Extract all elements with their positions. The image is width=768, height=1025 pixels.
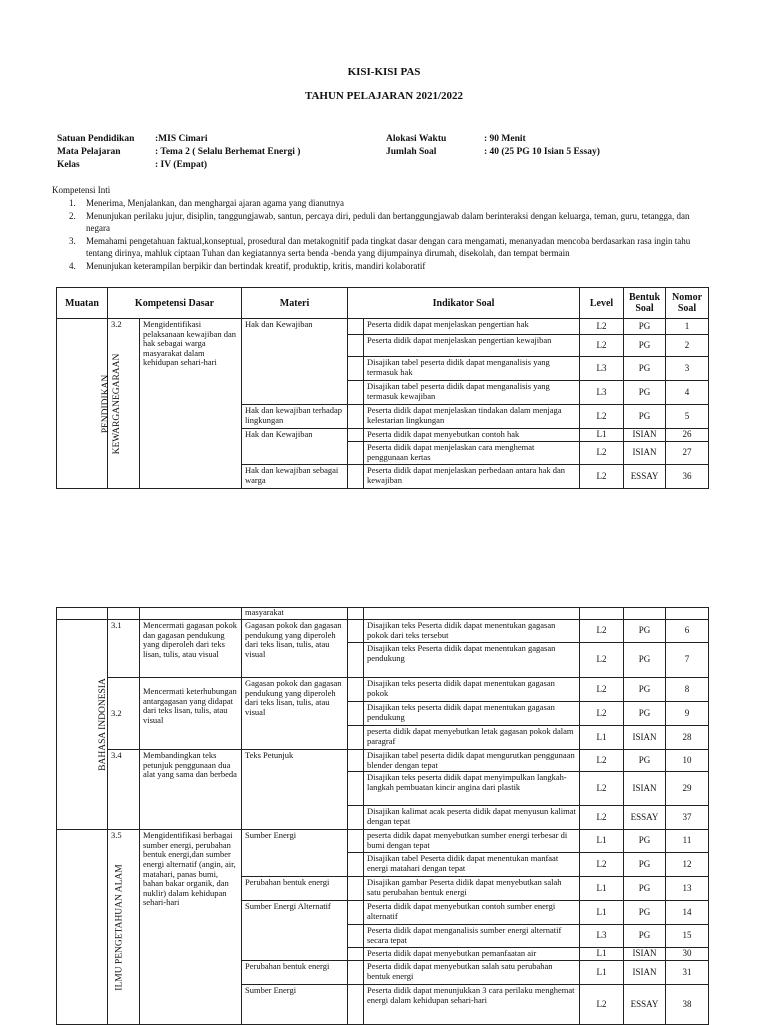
ki-text: Memahami pengetahuan faktual,konseptual, prosedural dan metakognitif pada tingkat dasar dengan cara mengamati, menanyadan mencoba berdasarkan rasa ingin tahu tentang dirinya, mahluk ciptaan Tuhan dan kegiatannya serta benda -benda yang dijumpainya dirumah, disekolah, dan tempat bermain [86, 236, 691, 258]
carry-cell [364, 608, 580, 620]
nomor-cell: 38 [666, 985, 709, 1025]
bentuk-cell: PG [624, 643, 666, 678]
bentuk-cell: PG [624, 830, 666, 853]
meta-value: : 40 (25 PG 10 Isian 5 Essay) [484, 147, 600, 157]
spacer-cell [348, 381, 364, 405]
kd-text: Mencermati keterhubungan antargagasan yang didapat dari teks lisan, tulis, atau visual [140, 678, 242, 750]
nomor-cell: 31 [666, 961, 709, 985]
spacer-cell [348, 608, 364, 620]
materi-cell: Hak dan kewajiban sebagai warga [242, 465, 348, 489]
nomor-cell: 2 [666, 335, 709, 357]
level-cell: L2 [580, 335, 624, 357]
level-cell: L1 [580, 877, 624, 901]
kisi-table-pkn [56, 287, 709, 489]
indikator-cell: Peserta didik dapat menunjukkan 3 cara perilaku menghemat energi dalam kehidupan sehari-hari [364, 985, 580, 1025]
bentuk-cell: PG [624, 750, 666, 772]
muatan-label: ILMU PENGETAHUAN ALAM [114, 863, 125, 991]
level-cell: L1 [580, 830, 624, 853]
ki-number: 1. [69, 197, 76, 208]
spacer-cell [348, 319, 364, 335]
ki-number: 3. [69, 236, 76, 246]
bentuk-cell: ISIAN [624, 429, 666, 442]
kd-number: 3.2 [108, 319, 140, 489]
muatan-label: BAHASA INDONESIA [97, 678, 108, 771]
ki-number: 4. [69, 261, 76, 271]
nomor-cell: 29 [666, 772, 709, 806]
bentuk-cell: PG [624, 853, 666, 877]
indikator-cell: peserta didik dapat menyebutkan letak gagasan pokok dalam paragraf [364, 726, 580, 750]
level-cell: L2 [580, 319, 624, 335]
bentuk-cell: ISIAN [624, 772, 666, 806]
spacer-cell [348, 806, 364, 830]
level-cell: L1 [580, 901, 624, 925]
nomor-cell: 30 [666, 948, 709, 961]
ki-item [52, 211, 712, 234]
materi-cell: masyarakat [242, 608, 348, 620]
meta-left [57, 133, 300, 172]
spacer-cell [348, 925, 364, 948]
nomor-cell: 36 [666, 465, 709, 489]
ki-text: Menunjukan keterampilan berpikir dan bertindak kreatif, produktip, kritis, mandiri kolaboratif [86, 261, 426, 271]
spacer-cell [348, 643, 364, 678]
spacer-cell [348, 620, 364, 643]
kd-text: Mengidentifikasi pelaksanaan kewajiban dan hak sebagai warga masyarakat dalam kehidupan sehari-hari [140, 319, 242, 489]
header-kompetensi-dasar: Kompetensi Dasar [108, 288, 242, 319]
bentuk-cell: ESSAY [624, 985, 666, 1025]
materi-cell: Hak dan Kewajiban [242, 319, 348, 405]
nomor-cell: 8 [666, 678, 709, 702]
header-materi: Materi [242, 288, 348, 319]
carry-cell [140, 608, 242, 620]
kd-text: Mencermati gagasan pokok dan gagasan pendukung yang diperoleh dari teks lisan, tulis, atau visual [140, 620, 242, 678]
indikator-cell: Peserta didik dapat menjelaskan pengertian kewajiban [364, 335, 580, 357]
meta-key: Kelas [57, 160, 80, 170]
level-cell: L2 [580, 678, 624, 702]
indikator-cell: Peserta didik dapat menyebutkan contoh hak [364, 429, 580, 442]
spacer-cell [348, 961, 364, 985]
meta-key: Mata Pelajaran [57, 147, 121, 157]
meta-key: Jumlah Soal [386, 147, 437, 157]
indikator-cell: Peserta didik dapat menyebutkan salah satu perubahan bentuk energi [364, 961, 580, 985]
indikator-cell: Peserta didik dapat menyebutkan contoh sumber energi alternatif [364, 901, 580, 925]
nomor-cell: 37 [666, 806, 709, 830]
indikator-cell: Peserta didik dapat menjelaskan perbedaan antara hak dan kewajiban [364, 465, 580, 489]
spacer-cell [348, 750, 364, 772]
level-cell: L2 [580, 405, 624, 429]
ki-item [52, 261, 712, 273]
meta-right [386, 133, 600, 159]
level-cell: L2 [580, 643, 624, 678]
kompetensi-inti-title: Kompetensi Inti [52, 185, 111, 195]
indikator-cell: Peserta didik dapat menganalisis sumber energi alternatif secara tepat [364, 925, 580, 948]
bentuk-cell: PG [624, 925, 666, 948]
bentuk-cell: PG [624, 877, 666, 901]
indikator-cell: Peserta didik dapat menjelaskan tindakan dalam menjaga kelestarian lingkungan [364, 405, 580, 429]
level-cell: L2 [580, 620, 624, 643]
level-cell: L3 [580, 357, 624, 381]
nomor-cell: 15 [666, 925, 709, 948]
level-cell: L2 [580, 985, 624, 1025]
meta-value: : Tema 2 ( Selalu Berhemat Energi ) [155, 147, 301, 157]
carry-cell [580, 608, 624, 620]
materi-cell: Gagasan pokok dan gagasan pendukung yang diperoleh dari teks lisan, tulis, atau visual [242, 678, 348, 750]
indikator-cell: Disajikan gambar Peserta didik dapat menyebutkan salah satu perubahan bentuk energi [364, 877, 580, 901]
spacer-cell [348, 429, 364, 442]
materi-cell: Gagasan pokok dan gagasan pendukung yang diperoleh dari teks lisan, tulis, atau visual [242, 620, 348, 678]
level-cell: L3 [580, 925, 624, 948]
nomor-cell: 1 [666, 319, 709, 335]
indikator-cell: Disajikan kalimat acak peserta didik dapat menyusun kalimat dengan tepat [364, 806, 580, 830]
materi-cell: Perubahan bentuk energi [242, 961, 348, 985]
indikator-cell: Disajikan teks peserta didik dapat menentukan gagasan pendukung [364, 702, 580, 726]
header-level: Level [580, 288, 624, 319]
carry-cell [57, 608, 108, 620]
nomor-cell: 10 [666, 750, 709, 772]
spacer-cell [348, 853, 364, 877]
bentuk-cell: PG [624, 901, 666, 925]
bentuk-cell: PG [624, 678, 666, 702]
indikator-cell: Peserta didik dapat menjelaskan pengertian hak [364, 319, 580, 335]
spacer-cell [348, 335, 364, 357]
meta-value: : 90 Menit [484, 134, 526, 144]
indikator-cell: Disajikan teks Peserta didik dapat menentukan gagasan pokok dari teks tersebut [364, 620, 580, 643]
bentuk-cell: ISIAN [624, 948, 666, 961]
kd-number: 3.2 [108, 678, 140, 750]
document-title: KISI-KISI PAS [347, 66, 421, 78]
level-cell: L2 [580, 702, 624, 726]
nomor-cell: 5 [666, 405, 709, 429]
nomor-cell: 28 [666, 726, 709, 750]
nomor-cell: 4 [666, 381, 709, 405]
nomor-cell: 12 [666, 853, 709, 877]
level-cell: L2 [580, 853, 624, 877]
spacer-cell [348, 830, 364, 853]
spacer-cell [348, 702, 364, 726]
level-cell: L1 [580, 429, 624, 442]
ki-item [52, 236, 712, 259]
bentuk-cell: ESSAY [624, 806, 666, 830]
materi-cell: Sumber Energi [242, 985, 348, 1025]
spacer-cell [348, 901, 364, 925]
ki-item [52, 198, 712, 210]
spacer-cell [348, 877, 364, 901]
muatan-cell [57, 620, 108, 830]
nomor-cell: 7 [666, 643, 709, 678]
bentuk-cell: PG [624, 319, 666, 335]
indikator-cell: Disajikan tabel peserta didik dapat menganalisis yang termasuk kewajiban [364, 381, 580, 405]
carry-cell [666, 608, 709, 620]
bentuk-cell: ISIAN [624, 961, 666, 985]
bentuk-cell: ISIAN [624, 442, 666, 465]
kd-text: Membandingkan teks petunjuk penggunaan dua alat yang sama dan berbeda [140, 750, 242, 830]
header-muatan: Muatan [57, 288, 108, 319]
kisi-table-continued [56, 607, 709, 1025]
spacer-cell [348, 405, 364, 429]
indikator-cell: Disajikan tabel peserta didik dapat menganalisis yang termasuk hak [364, 357, 580, 381]
indikator-cell: Disajikan teks peserta didik dapat menyimpulkan langkah-langkah pembuatan kincir angina dari plastik [364, 772, 580, 806]
indikator-cell: Peserta didik dapat menjelaskan cara menghemat penggunaan kertas [364, 442, 580, 465]
header-indikator: Indikator Soal [348, 288, 580, 319]
bentuk-cell: PG [624, 335, 666, 357]
indikator-cell: Disajikan teks Peserta didik dapat menentukan gagasan pendukung [364, 643, 580, 678]
spacer-cell [348, 442, 364, 465]
muatan-label: PENDIDIKAN KEWARGANEGARAAN [101, 353, 122, 454]
spacer-cell [348, 772, 364, 806]
level-cell: L2 [580, 806, 624, 830]
header-bentuk-soal: Bentuk Soal [624, 288, 666, 319]
nomor-cell: 14 [666, 901, 709, 925]
spacer-cell [348, 678, 364, 702]
indikator-cell: Peserta didik dapat menyebutkan pemanfaatan air [364, 948, 580, 961]
spacer-cell [348, 985, 364, 1025]
indikator-cell: Disajikan tabel peserta didik dapat mengurutkan penggunaan blender dengan tepat [364, 750, 580, 772]
meta-value: : IV (Empat) [155, 160, 208, 170]
kd-number: 3.1 [108, 620, 140, 678]
level-cell: L3 [580, 381, 624, 405]
bentuk-cell: PG [624, 620, 666, 643]
level-cell: L2 [580, 442, 624, 465]
meta-key: Satuan Pendidikan [57, 134, 135, 144]
nomor-cell: 3 [666, 357, 709, 381]
bentuk-cell: PG [624, 702, 666, 726]
materi-cell: Hak dan kewajiban terhadap lingkungan [242, 405, 348, 429]
level-cell: L1 [580, 726, 624, 750]
level-cell: L2 [580, 465, 624, 489]
kompetensi-inti [52, 185, 712, 275]
bentuk-cell: ESSAY [624, 465, 666, 489]
carry-cell [108, 608, 140, 620]
spacer-cell [348, 726, 364, 750]
materi-cell: Sumber Energi [242, 830, 348, 877]
nomor-cell: 13 [666, 877, 709, 901]
ki-text: Menerima, Menjalankan, dan menghargai ajaran agama yang dianutnya [86, 197, 344, 208]
materi-cell: Sumber Energi Alternatif [242, 901, 348, 961]
level-cell: L1 [580, 961, 624, 985]
bentuk-cell: ISIAN [624, 726, 666, 750]
bentuk-cell: PG [624, 357, 666, 381]
materi-cell: Perubahan bentuk energi [242, 877, 348, 901]
nomor-cell: 26 [666, 429, 709, 442]
bentuk-cell: PG [624, 381, 666, 405]
indikator-cell: Disajikan teks peserta didik dapat menentukan gagasan pokok [364, 678, 580, 702]
nomor-cell: 11 [666, 830, 709, 853]
spacer-cell [348, 948, 364, 961]
spacer-cell [348, 465, 364, 489]
header-nomor-soal: Nomor Soal [666, 288, 709, 319]
bentuk-cell: PG [624, 405, 666, 429]
indikator-cell: Disajikan tabel Peserta didik dapat menentukan manfaat energi matahari dengan tepat [364, 853, 580, 877]
nomor-cell: 6 [666, 620, 709, 643]
materi-cell: Teks Petunjuk [242, 750, 348, 830]
materi-cell: Hak dan Kewajiban [242, 429, 348, 465]
kd-number: 3.4 [108, 750, 140, 830]
spacer-cell [348, 357, 364, 381]
meta-value: :MIS Cimari [155, 134, 208, 144]
kd-text: Mengidentifikasi berbagai sumber energi, perubahan bentuk energi,dan sumber energi alternatif (angin, air, matahari, panas bumi, bahan bakar organik, dan nuklir) dalam kehidupan sehari-hari [140, 830, 242, 1025]
level-cell: L2 [580, 750, 624, 772]
meta-key: Alokasi Waktu [386, 134, 447, 144]
ki-text: Menunjukan perilaku jujur, disiplin, tanggungjawab, santun, percaya diri, peduli dan bertanggungjawab dalam berinteraksi dengan keluarga, teman, guru, tetangga, dan negara [86, 211, 690, 233]
level-cell: L2 [580, 772, 624, 806]
kd-number: 3.5 [108, 830, 140, 1025]
level-cell: L1 [580, 948, 624, 961]
document-subtitle: TAHUN PELAJARAN 2021/2022 [304, 90, 464, 102]
nomor-cell: 27 [666, 442, 709, 465]
ki-number: 2. [69, 211, 76, 221]
nomor-cell: 9 [666, 702, 709, 726]
carry-cell [624, 608, 666, 620]
indikator-cell: peserta didik dapat menyebutkan sumber energi terbesar di bumi dengan tepat [364, 830, 580, 853]
